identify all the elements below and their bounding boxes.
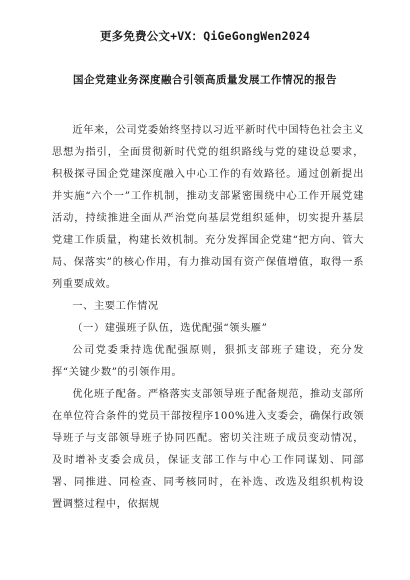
intro-paragraph: 近年来，公司党委始终坚持以习近平新时代中国特色社会主义思想为指引，全面贯彻新时代党的组织路线与党的建设总要求，积极探寻国企党建深度融入中心工作的有效路径。通过创新提出并实施“六个一”工作机制，推动支部紧密围绕中心工作开展党建活动，持续推进全面从严治党向基层党组织延伸，切实提升基层党建工作质量，构建长效机制。充分发挥国企党建“把方向、管大局、保落实”的核心作用，有力推动国有资产保值增值，取得一系列重要成效。 [52,125,364,290]
body-paragraph: 优化班子配备。严格落实支部领导班子配备规范，推动支部所在单位符合条件的党员干部按程序100%进入支委会，确保行政领导班子与支部领导班子协同匹配。密切关注班子成员变动情况，及时增补支委会成员，保证支部工作与中心工作同谋划、同部署、同推进、同检查、同考核同时，在补选、改选及组织机构设置调整过程中，依据规 [52,389,364,510]
body-paragraph: 公司党委秉持选优配强原则，狠抓支部班子建设，充分发挥“关键少数”的引领作用。 [52,345,364,378]
document-body [52,120,364,516]
document-title: 国企党建业务深度融合引领高质量发展工作情况的报告 [73,74,337,86]
header-note: 更多免费公文+VX：QiGeGongWen2024 [99,29,311,43]
section-heading: 一、主要工作情况 [72,301,159,312]
subsection-heading: （一）建强班子队伍，选优配强“领头雁” [72,323,268,334]
